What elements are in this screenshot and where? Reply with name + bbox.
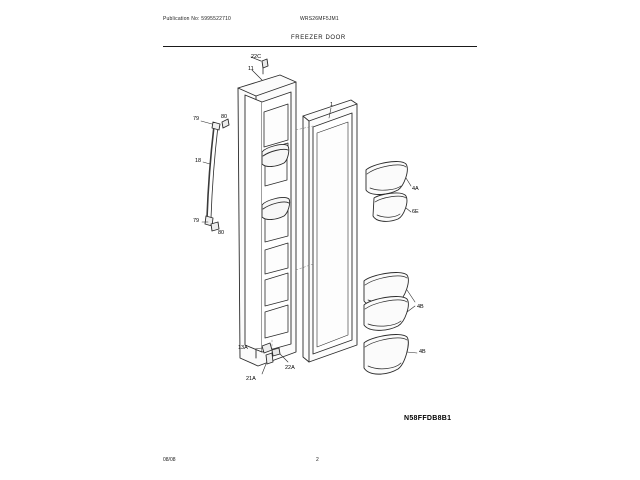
callout-1: 1: [330, 102, 334, 108]
callout-4b-upper: 4B: [417, 304, 424, 310]
leader-79-top: [201, 121, 212, 124]
callout-13a: 13A: [238, 345, 248, 351]
callout-80-bottom: 80: [218, 230, 225, 236]
section-title: FREEZER DOOR: [291, 35, 346, 41]
callout-4b-lower: 4B: [419, 349, 426, 355]
part-18-gasket-strip: [205, 122, 220, 226]
model-number: WRS26MF5JM1: [300, 16, 339, 22]
publication-number: Publication No: 5995522710: [163, 16, 232, 22]
footer-page-number: 2: [316, 457, 319, 463]
part-4b-bin-lower: [364, 335, 417, 375]
callout-21a: 21A: [246, 376, 256, 382]
callout-4a: 4A: [412, 186, 419, 192]
callout-79-bottom: 79: [193, 218, 200, 224]
part-4b-bin-middle: [364, 297, 415, 331]
callout-80-top: 80: [221, 114, 228, 120]
footer-date: 08/08: [163, 457, 176, 463]
part-4a-bin: [366, 162, 411, 195]
callout-22c: 22C: [251, 54, 262, 60]
part-1-door-liner: [303, 100, 357, 362]
callout-11: 11: [248, 66, 254, 72]
leader-18: [203, 162, 210, 164]
callout-22a: 22A: [285, 365, 295, 371]
part-6e-bin: [373, 193, 411, 221]
callout-18: 18: [195, 158, 202, 164]
part-80-top-clip: [222, 119, 229, 128]
diagram-code: N58FFDB8B1: [404, 415, 452, 422]
callout-6e: 6E: [412, 209, 419, 215]
callout-79-top: 79: [193, 116, 200, 122]
